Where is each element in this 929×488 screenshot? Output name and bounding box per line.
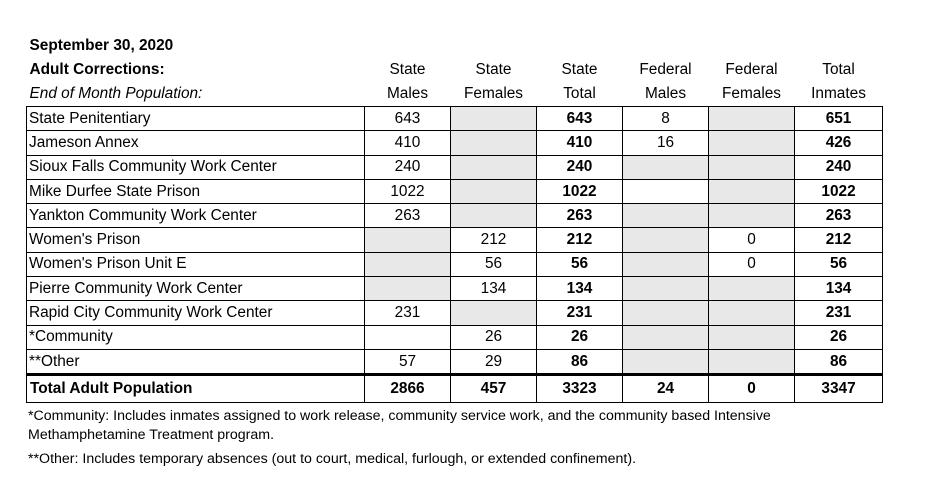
state-females-cell: 56 — [451, 252, 537, 276]
federal-females-cell — [709, 204, 795, 228]
report-date: September 30, 2020 — [29, 37, 174, 54]
facility-name: Yankton Community Work Center — [27, 204, 365, 228]
table-row — [27, 179, 883, 203]
federal-females-cell — [709, 155, 795, 179]
table-row — [27, 204, 883, 228]
total-inmates-cell: 86 — [795, 349, 883, 374]
state-total-cell: 56 — [537, 252, 623, 276]
facility-name: Women's Prison — [27, 228, 365, 252]
federal-females-cell — [709, 131, 795, 155]
total-federal-males: 24 — [623, 375, 709, 403]
state-males-cell — [365, 277, 451, 301]
total-inmates-cell: 231 — [795, 301, 883, 325]
table-footer — [27, 375, 883, 403]
total-row — [27, 375, 883, 403]
state-females-cell: 29 — [451, 349, 537, 374]
col-header-total-inmates-line2: Inmates — [811, 85, 866, 102]
state-females-cell: 212 — [451, 228, 537, 252]
total-state-total: 3323 — [537, 375, 623, 403]
table-row — [27, 277, 883, 301]
col-header-federal-females-line1: Federal — [725, 61, 778, 78]
federal-males-cell — [623, 349, 709, 374]
federal-females-cell: 0 — [709, 252, 795, 276]
federal-males-cell — [623, 228, 709, 252]
col-header-federal-males-line2: Males — [644, 85, 687, 102]
footnote-community: *Community: Includes inmates assigned to work release, community service work, and the community based Intensive Methamphetamine Treatment program. — [28, 408, 771, 444]
state-males-cell — [365, 325, 451, 349]
federal-males-cell — [623, 252, 709, 276]
state-total-cell: 1022 — [537, 179, 623, 203]
state-males-cell: 231 — [365, 301, 451, 325]
federal-males-cell — [623, 277, 709, 301]
col-header-federal-females-line2: Females — [721, 85, 781, 102]
facility-name: **Other — [27, 349, 365, 374]
col-header-state-total-line1: State — [561, 61, 598, 78]
state-females-cell: 26 — [451, 325, 537, 349]
state-females-cell — [451, 301, 537, 325]
section-title: Adult Corrections: — [29, 61, 165, 78]
col-header-state-males-line1: State — [389, 61, 426, 78]
total-state-males: 2866 — [365, 375, 451, 403]
state-total-cell: 134 — [537, 277, 623, 301]
total-inmates-cell: 56 — [795, 252, 883, 276]
state-females-cell: 134 — [451, 277, 537, 301]
total-inmates: 3347 — [795, 375, 883, 403]
state-total-cell: 26 — [537, 325, 623, 349]
total-state-females: 457 — [451, 375, 537, 403]
state-females-cell — [451, 107, 537, 131]
state-total-cell: 410 — [537, 131, 623, 155]
state-males-cell: 57 — [365, 349, 451, 374]
facility-name: Women's Prison Unit E — [27, 252, 365, 276]
state-males-cell: 263 — [365, 204, 451, 228]
total-inmates-cell: 651 — [795, 107, 883, 131]
facility-name: State Penitentiary — [27, 107, 365, 131]
total-inmates-cell: 263 — [795, 204, 883, 228]
federal-males-cell — [623, 155, 709, 179]
facility-name: *Community — [27, 325, 365, 349]
total-inmates-cell: 26 — [795, 325, 883, 349]
state-males-cell: 1022 — [365, 179, 451, 203]
table-row — [27, 301, 883, 325]
state-total-cell: 263 — [537, 204, 623, 228]
table-row — [27, 252, 883, 276]
footnotes — [26, 407, 882, 469]
federal-females-cell — [709, 179, 795, 203]
total-inmates-cell: 212 — [795, 228, 883, 252]
federal-males-cell — [623, 204, 709, 228]
col-header-total-inmates-line1: Total — [822, 61, 855, 78]
table-subtitle: End of Month Population: — [29, 85, 203, 102]
table-row — [27, 131, 883, 155]
state-total-cell: 86 — [537, 349, 623, 374]
federal-males-cell: 8 — [623, 107, 709, 131]
table-header — [27, 34, 883, 107]
col-header-state-females-line1: State — [475, 61, 512, 78]
federal-males-cell — [623, 179, 709, 203]
state-females-cell — [451, 204, 537, 228]
facility-name: Sioux Falls Community Work Center — [27, 155, 365, 179]
federal-females-cell — [709, 349, 795, 374]
total-inmates-cell: 1022 — [795, 179, 883, 203]
state-males-cell — [365, 228, 451, 252]
state-total-cell: 240 — [537, 155, 623, 179]
state-females-cell — [451, 179, 537, 203]
facility-name: Mike Durfee State Prison — [27, 179, 365, 203]
table-body — [27, 107, 883, 375]
facility-name: Pierre Community Work Center — [27, 277, 365, 301]
federal-females-cell — [709, 301, 795, 325]
total-inmates-cell: 240 — [795, 155, 883, 179]
table-row — [27, 155, 883, 179]
population-table — [26, 34, 883, 403]
federal-females-cell — [709, 277, 795, 301]
col-header-federal-males-line1: Federal — [639, 61, 692, 78]
state-total-cell: 231 — [537, 301, 623, 325]
table-row — [27, 228, 883, 252]
population-report — [26, 34, 882, 469]
facility-name: Rapid City Community Work Center — [27, 301, 365, 325]
federal-females-cell: 0 — [709, 228, 795, 252]
footnote-other: **Other: Includes temporary absences (out to court, medical, furlough, or extended confinement). — [28, 451, 637, 468]
total-federal-females: 0 — [709, 375, 795, 403]
table-row — [27, 349, 883, 374]
state-males-cell — [365, 252, 451, 276]
table-row — [27, 107, 883, 131]
federal-females-cell — [709, 107, 795, 131]
state-males-cell: 410 — [365, 131, 451, 155]
state-total-cell: 643 — [537, 107, 623, 131]
total-label: Total Adult Population — [27, 375, 365, 403]
federal-males-cell: 16 — [623, 131, 709, 155]
total-inmates-cell: 134 — [795, 277, 883, 301]
federal-females-cell — [709, 325, 795, 349]
state-females-cell — [451, 131, 537, 155]
state-males-cell: 240 — [365, 155, 451, 179]
facility-name: Jameson Annex — [27, 131, 365, 155]
col-header-state-females-line2: Females — [463, 85, 523, 102]
federal-males-cell — [623, 301, 709, 325]
state-females-cell — [451, 155, 537, 179]
state-males-cell: 643 — [365, 107, 451, 131]
table-row — [27, 325, 883, 349]
total-inmates-cell: 426 — [795, 131, 883, 155]
col-header-state-total-line2: Total — [563, 85, 596, 102]
federal-males-cell — [623, 325, 709, 349]
col-header-state-males-line2: Males — [386, 85, 429, 102]
state-total-cell: 212 — [537, 228, 623, 252]
